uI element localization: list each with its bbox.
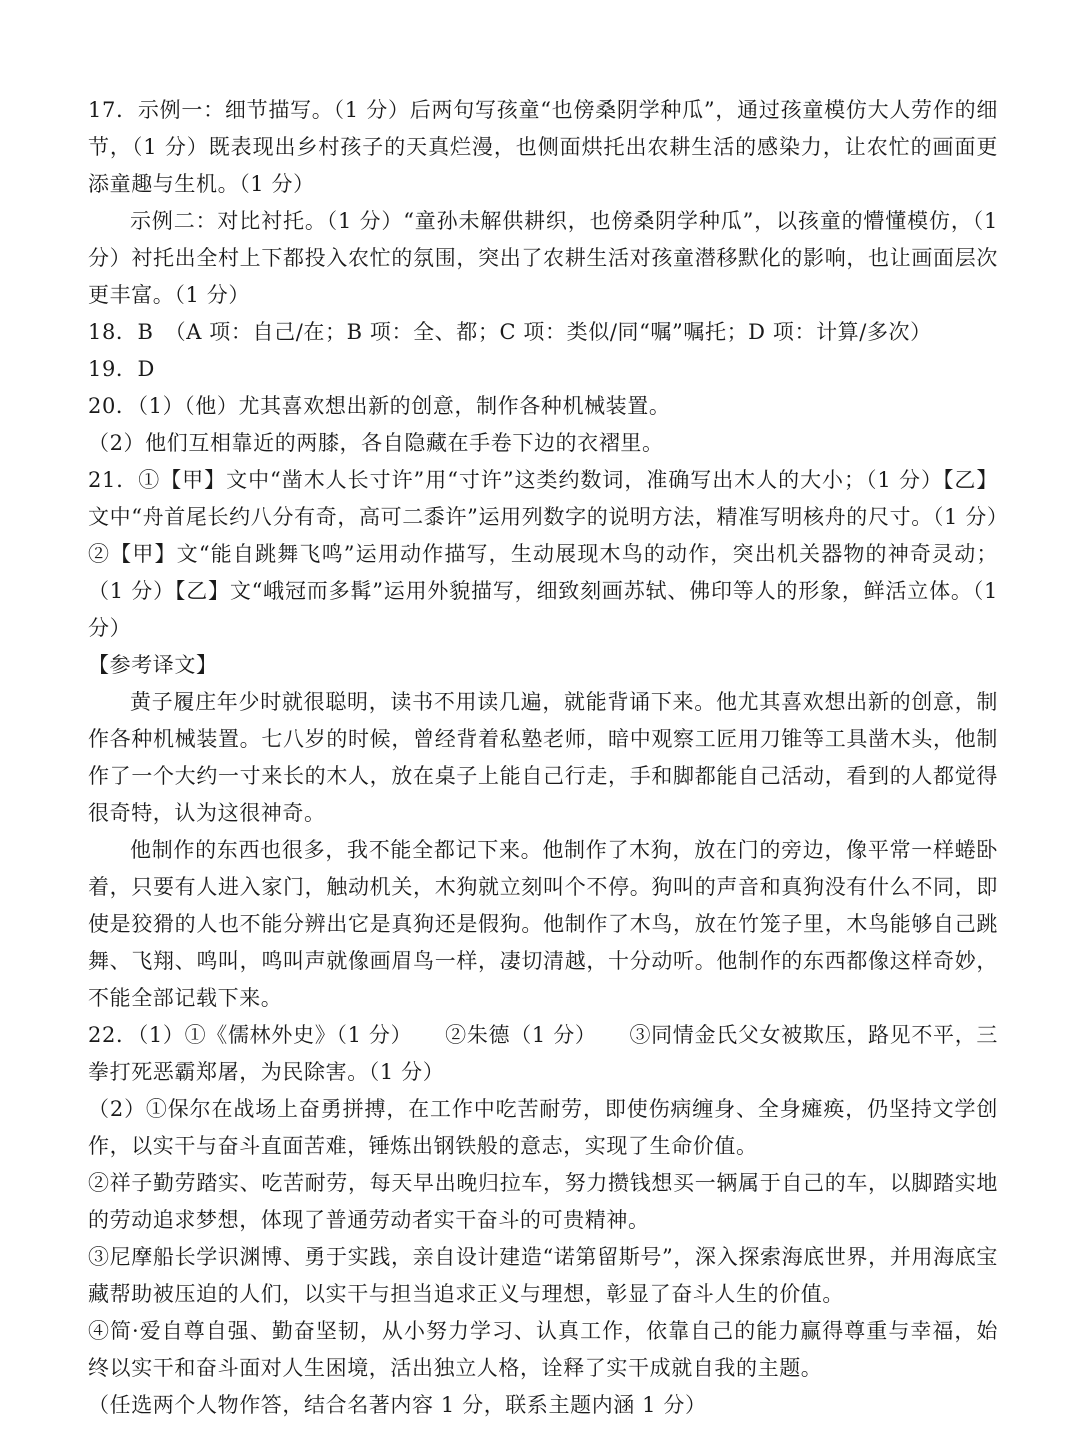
answer-22-part-2-item-2: ②祥子勤劳踏实、吃苦耐劳，每天早出晚归拉车，努力攒钱想买一辆属于自己的车，以脚踏实地的劳动追求梦想，体现了普通劳动者实干奋斗的可贵精神。 — [88, 1171, 998, 1232]
answer-20-part-2: （2）他们互相靠近的两膝，各自隐藏在手卷下边的衣褶里。 — [88, 431, 664, 455]
answer-22-part-2-item-3: ③尼摩船长学识渊博、勇于实践，亲自设计建造“诺第留斯号”，深入探索海底世界，并用海底宝藏帮助被压迫的人们，以实干与担当追求正义与理想，彰显了奋斗人生的价值。 — [88, 1245, 998, 1306]
answer-22-part-2-item-1: （2）①保尔在战场上奋勇拼搏，在工作中吃苦耐劳，即使伤病缠身、全身瘫痪，仍坚持文学创作，以实干与奋斗直面苦难，锤炼出钢铁般的意志，实现了生命价值。 — [88, 1097, 998, 1158]
answer-17-example-2: 示例二：对比衬托。（1 分）“童孙未解供耕织，也傍桑阴学种瓜”，以孩童的懵懂模仿，（1 分）衬托出全村上下都投入农忙的氛围，突出了农耕生活对孩童潜移默化的影响，也让画面层次更丰富。（1 分） — [88, 209, 998, 307]
answer-22-part-1: 22．（1）①《儒林外史》（1 分） ②朱德（1 分） ③同情金氏父女被欺压，路见不平，三拳打死恶霸郑屠，为民除害。（1 分） — [88, 1023, 998, 1084]
answer-22-scoring-note: （任选两个人物作答，结合名著内容 1 分，联系主题内涵 1 分） — [88, 1393, 707, 1417]
answer-18: 18．B （A 项：自己/在；B 项：全、都；C 项：类似/同“嘱”嘱托；D 项：计算/多次） — [88, 320, 932, 344]
answer-19: 19．D — [88, 357, 155, 381]
answer-20-part-1: 20．（1）（他）尤其喜欢想出新的创意，制作各种机械装置。 — [88, 394, 671, 418]
answer-21: 21．①【甲】文中“凿木人长寸许”用“寸许”这类约数词，准确写出木人的大小；（1 分）【乙】文中“舟首尾长约八分有奇，高可二黍许”运用列数字的说明方法，精准写明核舟的尺寸。（1 分）②【甲】文“能自跳舞飞鸣”运用动作描写，生动展现木鸟的动作，突出机关器物的神奇灵动；（1 分）【乙】文“峨冠而多髯”运用外貌描写，细致刻画苏轼、佛印等人的形象，鲜活立体。（1 分） — [88, 468, 998, 640]
reference-translation-heading: 【参考译文】 — [88, 653, 218, 677]
answer-22-part-2-item-4: ④简·爱自尊自强、勤奋坚韧，从小努力学习、认真工作，依靠自己的能力赢得尊重与幸福，始终以实干和奋斗面对人生困境，活出独立人格，诠释了实干成就自我的主题。 — [88, 1319, 998, 1380]
answer-text-block — [88, 92, 998, 1424]
translation-paragraph-1: 黄子履庄年少时就很聪明，读书不用读几遍，就能背诵下来。他尤其喜欢想出新的创意，制作各种机械装置。七八岁的时候，曾经背着私塾老师，暗中观察工匠用刀锥等工具凿木头，他制作了一个大约一寸来长的木人，放在桌子上能自己行走，手和脚都能自己活动，看到的人都觉得很奇特，认为这很神奇。 — [88, 690, 998, 825]
translation-paragraph-2: 他制作的东西也很多，我不能全都记下来。他制作了木狗，放在门的旁边，像平常一样蜷卧着，只要有人进入家门，触动机关，木狗就立刻叫个不停。狗叫的声音和真狗没有什么不同，即使是狡猾的人也不能分辨出它是真狗还是假狗。他制作了木鸟，放在竹笼子里，木鸟能够自己跳舞、飞翔、鸣叫，鸣叫声就像画眉鸟一样，凄切清越，十分动听。他制作的东西都像这样奇妙，不能全部记载下来。 — [88, 838, 998, 1010]
answer-17-example-1: 17．示例一：细节描写。（1 分）后两句写孩童“也傍桑阴学种瓜”，通过孩童模仿大人劳作的细节，（1 分）既表现出乡村孩子的天真烂漫，也侧面烘托出农耕生活的感染力，让农忙的画面更添童趣与生机。（1 分） — [88, 98, 998, 196]
